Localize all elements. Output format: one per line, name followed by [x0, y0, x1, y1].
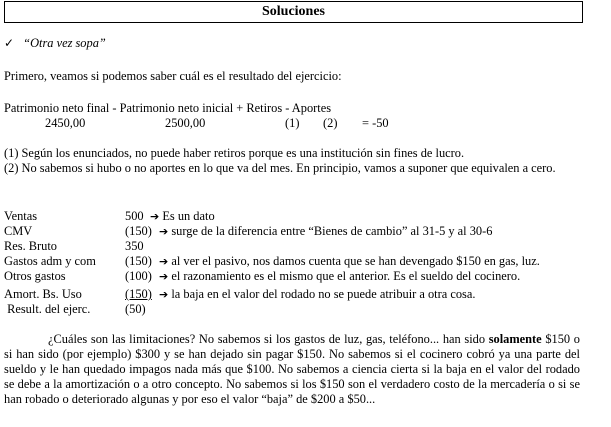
row-label: Gastos adm y com: [4, 254, 96, 268]
row-desc: ➔ al ver el pasivo, nos damos cuenta que se han devengado $150 en gas, luz.: [159, 254, 540, 268]
checkmark-icon: ✓: [4, 36, 15, 50]
section-heading: [4, 36, 106, 51]
arrow-icon: ➔: [150, 210, 160, 223]
formula-value-1: 2450,00: [45, 116, 86, 130]
row-desc: ➔ el razonamiento es el mismo que el anterior. Es el sueldo del cocinero.: [159, 269, 521, 283]
formula-text: Patrimonio neto final - Patrimonio neto inicial + Retiros - Aportes: [4, 101, 332, 115]
row-value: 350: [125, 239, 144, 253]
note-2: (2) No sabemos si hubo o no aportes en lo que va del mes. En principio, vamos a suponer que equivalen a cero.: [4, 161, 556, 175]
row-desc: ➔ surge de la diferencia entre “Bienes de cambio” al 31-5 y al 30-6: [159, 224, 493, 238]
formula-value-3: (1): [285, 116, 300, 130]
section-heading-text: “Otra vez sopa”: [23, 36, 106, 50]
arrow-icon: ➔: [159, 288, 169, 301]
row-value: 500: [125, 209, 144, 223]
row-label: Otros gastos: [4, 269, 66, 283]
row-label: Amort. Bs. Uso: [4, 287, 82, 301]
arrow-icon: ➔: [159, 225, 169, 238]
formula-value-4: (2): [323, 116, 338, 130]
row-desc: ➔ Es un dato: [150, 209, 215, 223]
row-value: (150): [125, 287, 152, 301]
arrow-icon: ➔: [159, 255, 169, 268]
row-value: (50): [125, 302, 146, 316]
formula-value-2: 2500,00: [165, 116, 206, 130]
row-label: Result. del ejerc.: [4, 302, 91, 316]
formula-value-5: = -50: [362, 116, 389, 130]
emphasis-text: solamente: [488, 332, 542, 346]
row-desc: ➔ la baja en el valor del rodado no se puede atribuir a otra cosa.: [159, 287, 476, 301]
row-value: (150): [125, 224, 152, 238]
row-value: (100): [125, 269, 152, 283]
note-1: (1) Según los enunciados, no puede haber retiros porque es una institución sin fines de lucro.: [4, 146, 465, 160]
row-label: CMV: [4, 224, 33, 238]
row-label: Ventas: [4, 209, 38, 223]
page-title: Soluciones: [4, 1, 583, 23]
arrow-icon: ➔: [159, 270, 169, 283]
row-label: Res. Bruto: [4, 239, 58, 253]
row-value: (150): [125, 254, 152, 268]
intro-text: Primero, veamos si podemos saber cuál es el resultado del ejercicio:: [4, 69, 342, 83]
closing-paragraph: ¿Cuáles son las limitaciones? No sabemos si los gastos de luz, gas, teléfono... han sido solamente $150 o si han sido (por ejemplo) $300 y se han dejado sin pagar $150. No sabemos si el cocinero cobró ya una parte del sueldo y le han quedado impagos nada más que $100. No sabemos a ciencia cierta si la baja en el valor del rodado se debe a la amortización o a otro concepto. No sabemos si los $150 son el verdadero costo de la mercadería o si se han robado o deteriorado algunas y por eso el valor “baja” de $200 a $50...: [4, 332, 580, 406]
